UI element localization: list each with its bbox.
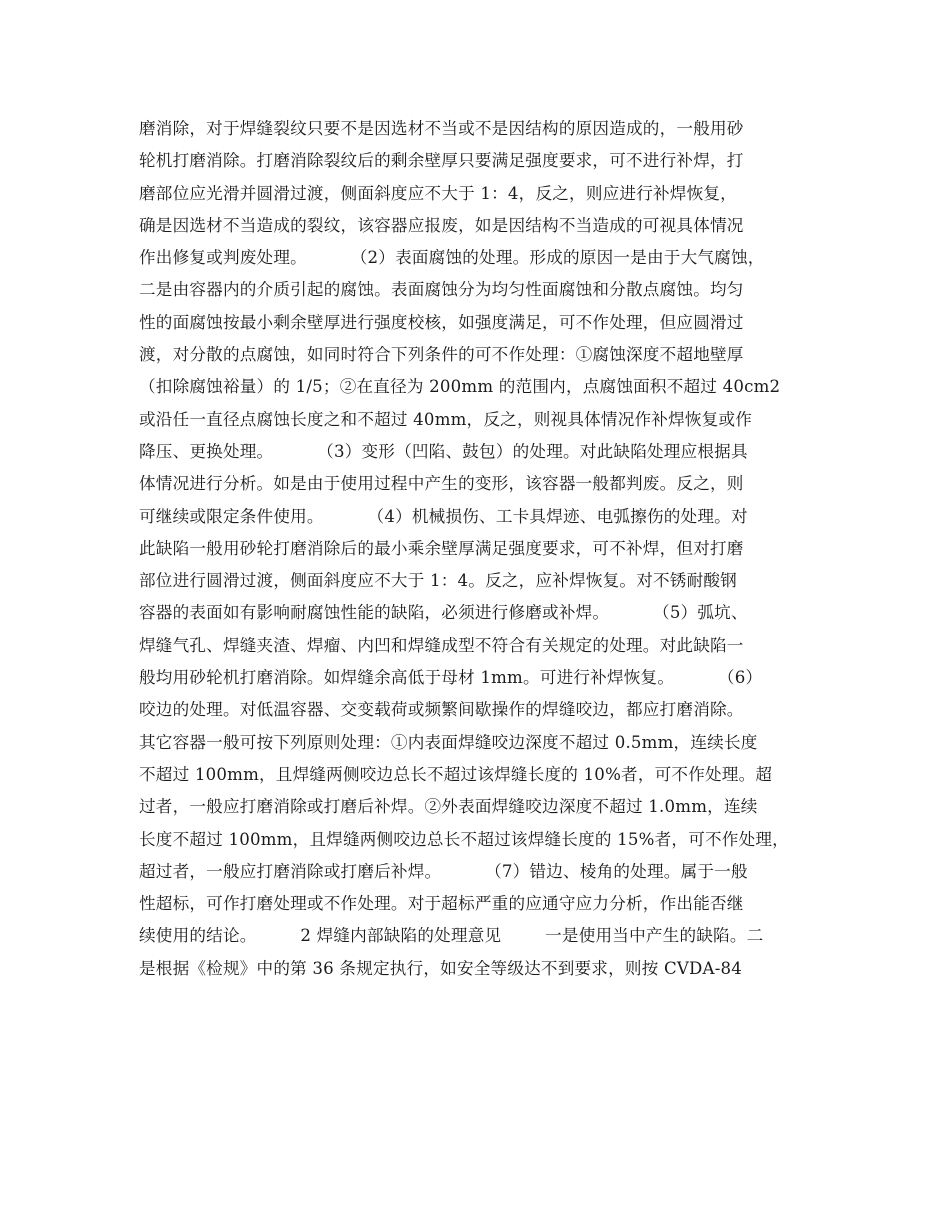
text-line: 超过者，一般应打磨消除或打磨后补焊。 （7）错边、棱角的处理。属于一般 bbox=[139, 861, 748, 881]
text-line: （扣除腐蚀裕量）的 1/5；②在直径为 200mm 的范围内，点腐蚀面积不超过 40cm2 bbox=[139, 377, 781, 397]
text-line: 此缺陷一般用砂轮打磨消除后的最小乘余壁厚满足强度要求，可不补焊，但对打磨 bbox=[139, 538, 744, 558]
text-line: 续使用的结论。 2 焊缝内部缺陷的处理意见 一是使用当中产生的缺陷。二 bbox=[139, 926, 764, 946]
text-line: 过者，一般应打磨消除或打磨后补焊。②外表面焊缝咬边深度不超过 1.0mm，连续 bbox=[139, 797, 758, 817]
text-line: 磨部位应光滑并圆滑过渡，侧面斜度应不大于 1：4，反之，则应进行补焊恢复， bbox=[139, 183, 737, 203]
text-line: 焊缝气孔、焊缝夹渣、焊瘤、内凹和焊缝成型不符合有关规定的处理。对此缺陷一 bbox=[139, 635, 744, 655]
text-line: 部位进行圆滑过渡，侧面斜度应不大于 1：4。反之，应补焊恢复。对不锈耐酸钢 bbox=[139, 571, 737, 591]
text-line: 不超过 100mm，且焊缝两侧咬边总长不超过该焊缝长度的 10%者，可不作处理。超 bbox=[139, 764, 773, 784]
text-line: 长度不超过 100mm，且焊缝两侧咬边总长不超过该焊缝长度的 15%者，可不作处理， bbox=[139, 829, 789, 849]
text-line: 渡，对分散的点腐蚀，如同时符合下列条件的可不作处理：①腐蚀深度不超地壁厚 bbox=[139, 345, 744, 365]
text-line: 容器的表面如有影响耐腐蚀性能的缺陷，必须进行修磨或补焊。 （5）弧坑、 bbox=[139, 603, 748, 623]
text-line: 其它容器一般可按下列原则处理：①内表面焊缝咬边深度不超过 0.5mm，连续长度 bbox=[139, 732, 758, 752]
text-line: 是根据《检规》中的第 36 条规定执行，如安全等级达不到要求，则按 CVDA-84 bbox=[139, 958, 743, 978]
text-line: 轮机打磨消除。打磨消除裂纹后的剩余壁厚只要满足强度要求，可不进行补焊，打 bbox=[139, 151, 744, 171]
text-line: 确是因选材不当造成的裂纹，该容器应报废，如是因结构不当造成的可视具体情况 bbox=[139, 215, 744, 235]
text-line: 或沿任一直径点腐蚀长度之和不超过 40mm，反之，则视具体情况作补焊恢复或作 bbox=[139, 409, 753, 429]
text-line: 性的面腐蚀按最小剩余壁厚进行强度校核，如强度满足，可不作处理，但应圆滑过 bbox=[139, 312, 744, 332]
text-line: 降压、更换处理。 （3）变形（凹陷、鼓包）的处理。对此缺陷处理应根据具 bbox=[139, 441, 748, 461]
text-line: 可继续或限定条件使用。 （4）机械损伤、工卡具焊迹、电弧擦伤的处理。对 bbox=[139, 506, 748, 526]
body-text bbox=[139, 113, 829, 985]
text-line: 作出修复或判废处理。 （2）表面腐蚀的处理。形成的原因一是由于大气腐蚀， bbox=[139, 248, 765, 268]
text-line: 性超标，可作打磨处理或不作处理。对于超标严重的应通守应力分析，作出能否继 bbox=[139, 894, 744, 914]
text-line: 般均用砂轮机打磨消除。如焊缝余高低于母材 1mm。可进行补焊恢复。 （6） bbox=[139, 668, 763, 688]
text-line: 体情况进行分析。如是由于使用过程中产生的变形，该容器一般都判废。反之，则 bbox=[139, 474, 744, 494]
text-line: 二是由容器内的介质引起的腐蚀。表面腐蚀分为均匀性面腐蚀和分散点腐蚀。均匀 bbox=[139, 280, 744, 300]
text-line: 磨消除，对于焊缝裂纹只要不是因选材不当或不是因结构的原因造成的，一般用砂 bbox=[139, 119, 744, 138]
text-line: 咬边的处理。对低温容器、交变载荷或频繁间歇操作的焊缝咬边，都应打磨消除。 bbox=[139, 700, 744, 720]
